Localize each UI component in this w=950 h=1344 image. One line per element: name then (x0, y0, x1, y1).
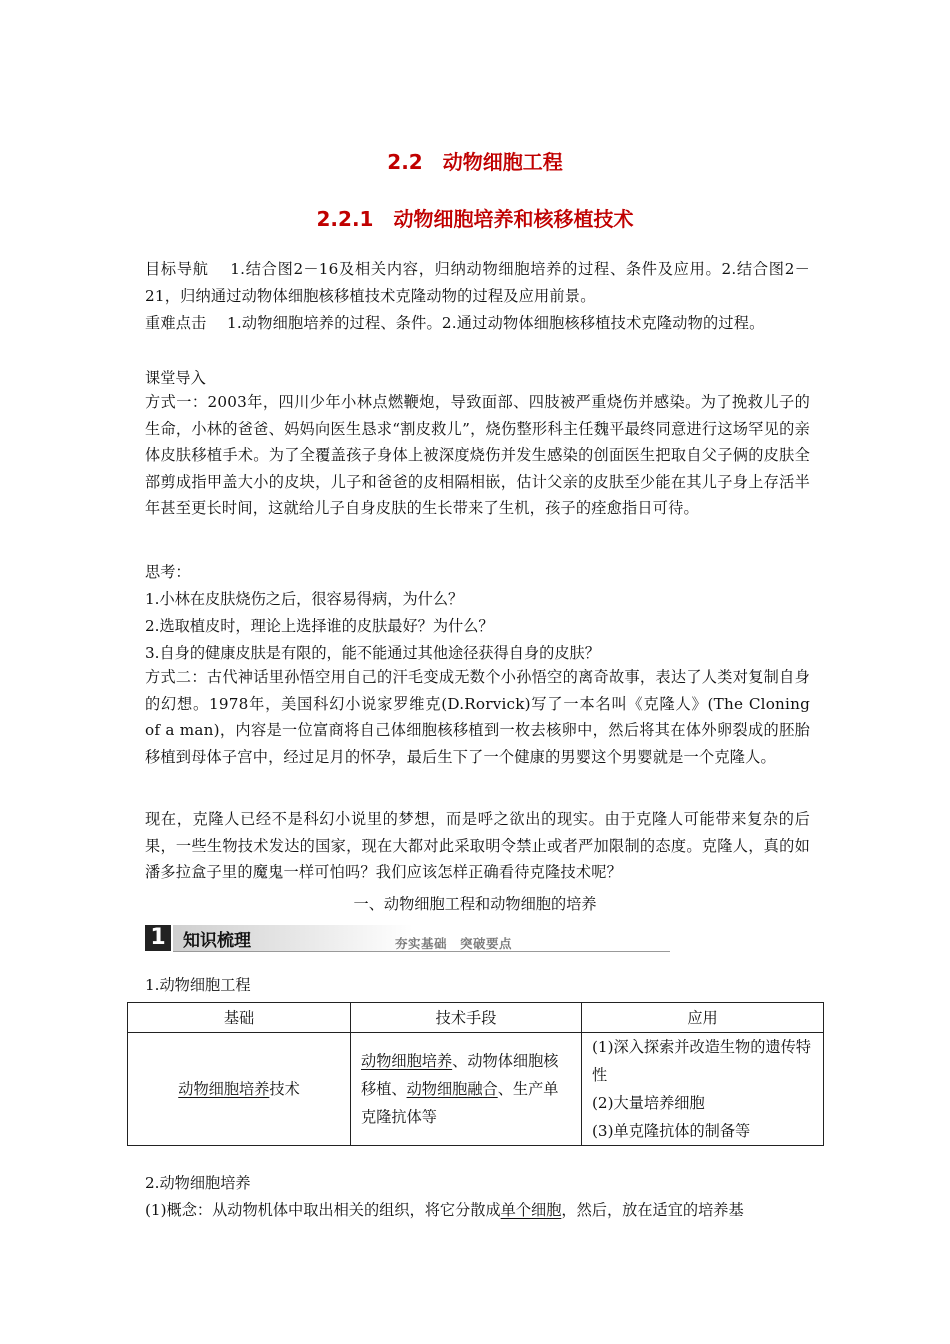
now-paragraph: 现在，克隆人已经不是科幻小说里的梦想，而是呼之欲出的现实。由于克隆人可能带来复杂的后果，一些生物技术发达的国家，现在大都对此采取明令禁止或者严加限制的态度。克隆人，真的如潘多拉盒子里的魔鬼一样可怕吗？我们应该怎样正确看待克隆技术呢？ (145, 810, 810, 882)
key-text: 1.动物细胞培养的过程、条件。2.通过动物体细胞核移植技术克隆动物的过程。 (226, 314, 765, 332)
tech-text-2: 、生产单克隆抗体等 (361, 1080, 559, 1126)
banner-rule (173, 951, 670, 952)
question-2: 2.选取植皮时，理论上选择谁的皮肤最好？为什么？ (145, 617, 494, 635)
way1-paragraph: 方式一：2003年，四川少年小林点燃鞭炮，导致面部、四肢被严重烧伤并感染。为了挽救儿子的生命，小林的爸爸、妈妈向医生恳求“割皮救儿”，烧伤整形科主任魏平最终同意进行这场罕见的亲体皮肤移植手术。为了全覆盖孩子身体上被深度烧伤并发生感染的创面医生把取自父子俩的皮肤全部剪成指甲盖大小的皮块，儿子和爸爸的皮相隔相嵌，估计父亲的皮肤至少能在其儿子身上存活半年甚至更长时间，这就给儿子自身皮肤的生长带来了生机，孩子的痊愈指日可待。 (145, 393, 810, 518)
banner-subtitle: 夯实基础 突破要点 (395, 936, 513, 951)
basis-rest: 技术 (269, 1080, 300, 1098)
application-2: (2)大量培养细胞 (592, 1094, 705, 1112)
header-basis: 基础 (128, 1003, 351, 1033)
key-paragraph (145, 310, 810, 337)
cell-engineering-table (127, 1002, 824, 1146)
banner-label: 知识梳理 (183, 931, 251, 951)
table-row (128, 1033, 824, 1146)
table-header-row (128, 1003, 824, 1033)
intro-heading: 课堂导入 (145, 369, 206, 387)
concept-line (145, 1199, 744, 1220)
cell-application (582, 1033, 824, 1146)
blank-single-cell: 单个细胞 (500, 1201, 562, 1219)
question-1: 1.小林在皮肤烧伤之后，很容易得病，为什么？ (145, 590, 464, 608)
header-tech: 技术手段 (351, 1003, 582, 1033)
item2-heading: 2.动物细胞培养 (145, 1174, 251, 1192)
application-1: (1)深入探索并改造生物的遗传特性 (592, 1038, 811, 1084)
goal-paragraph (145, 256, 810, 309)
concept-post: ，然后，放在适宜的培养基 (561, 1201, 744, 1219)
header-application: 应用 (582, 1003, 824, 1033)
cell-basis (128, 1033, 351, 1146)
item1-heading: 1.动物细胞工程 (145, 976, 251, 994)
key-label: 重难点击 (145, 314, 207, 332)
way2-paragraph: 方式二：古代神话里孙悟空用自己的汗毛变成无数个小孙悟空的离奇故事，表达了人类对复制自身的幻想。1978年，美国科幻小说家罗维克(D.Rorvick)写了一本名叫《克隆人》(The Cloning of a man)，内容是一位富商将自己体细胞核移植到一枚去核卵中，然后将其在体外卵裂成的胚胎移植到母体子宫中，经过足月的怀孕，最后生下了一个健康的男婴这个男婴就是一个克隆人。 (145, 668, 810, 766)
question-3: 3.自身的健康皮肤是有限的，能不能通过其他途径获得自身的皮肤？ (145, 644, 600, 662)
knowledge-banner (145, 924, 525, 954)
section1-heading: 一、动物细胞工程和动物细胞的培养 (353, 895, 597, 913)
blank-cell-culture: 动物细胞培养 (178, 1080, 270, 1098)
blank-cell-fusion: 动物细胞融合 (406, 1080, 498, 1098)
cell-tech (351, 1033, 582, 1146)
section-title: 2.2 动物细胞工程 (387, 150, 563, 174)
application-3: (3)单克隆抗体的制备等 (592, 1122, 751, 1140)
subsection-title: 2.2.1 动物细胞培养和核移植技术 (316, 207, 634, 231)
banner-number: 1 (145, 925, 171, 951)
blank-cell-culture-2: 动物细胞培养 (361, 1052, 453, 1070)
goal-label: 目标导航 (145, 260, 209, 278)
think-label: 思考： (145, 563, 191, 581)
concept-pre: (1)概念：从动物机体中取出相关的组织，将它分散成 (145, 1201, 501, 1219)
goal-text: 1.结合图2－16及相关内容，归纳动物细胞培养的过程、条件及应用。2.结合图2－21，归纳通过动物体细胞核移植技术克隆动物的过程及应用前景。 (145, 260, 810, 305)
tech-text-1: 、动物体细胞核移植、 (361, 1052, 559, 1098)
